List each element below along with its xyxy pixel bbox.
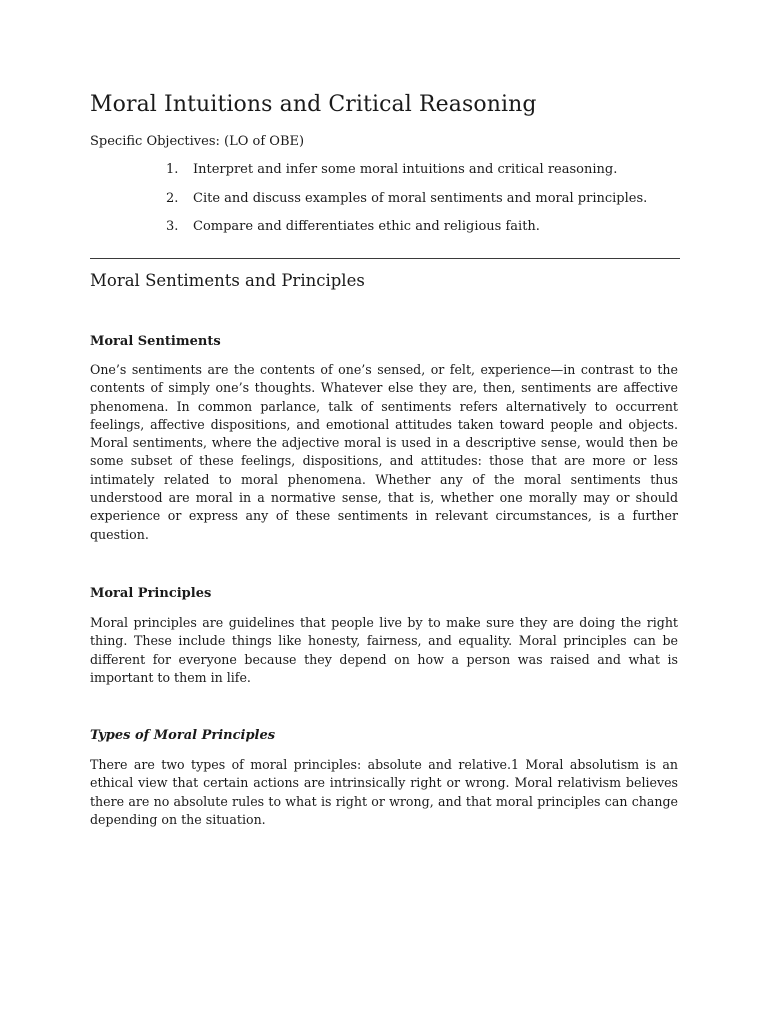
types-of-moral-principles-paragraph: There are two types of moral principles: absolute and relative.1 Moral absolutism is an ethical view that certain actions are intrinsically right or wrong. Moral relativism believes there are no absolute rules to what is right or wrong, and that moral principles can change depending on the situation. bbox=[90, 757, 678, 827]
objective-number: 3. bbox=[166, 219, 179, 234]
moral-principles-paragraph: Moral principles are guidelines that people live by to make sure they are doing the right thing. These include things like honesty, fairness, and equality. Moral principles can be different for everyone because they depend on how a person was raised and what is important to them in life. bbox=[90, 615, 678, 685]
objective-text: Interpret and infer some moral intuitions and critical reasoning. bbox=[193, 162, 618, 177]
objective-text: Cite and discuss examples of moral sentiments and moral principles. bbox=[193, 190, 648, 206]
objective-number: 2. bbox=[166, 190, 179, 206]
objectives-label: Specific Objectives: (LO of OBE) bbox=[90, 134, 305, 149]
moral-sentiments-heading: Moral Sentiments bbox=[90, 334, 221, 349]
objectives-list bbox=[90, 162, 680, 248]
document-title: Moral Intuitions and Critical Reasoning bbox=[90, 92, 537, 117]
objective-item bbox=[90, 191, 680, 220]
section-divider bbox=[90, 258, 680, 259]
section-title: Moral Sentiments and Principles bbox=[90, 271, 365, 290]
moral-sentiments-paragraph: One’s sentiments are the contents of one’s sensed, or felt, experience—in contrast to the contents of simply one’s thoughts. Whatever else they are, then, sentiments are affective phenomena. In common parlance, talk of sentiments refers alternatively to occurrent feelings, affective dispositions, and emotional attitudes taken toward people and objects. Moral sentiments, where the adjective moral is used in a descriptive sense, would then be some subset of these feelings, dispositions, and attitudes: those that are more or less intimately related to moral phenomena. Whether any of the moral sentiments thus understood are moral in a normative sense, that is, whether one morally may or should experience or express any of these sentiments in relevant circumstances, is a further question. bbox=[90, 362, 678, 542]
objective-number: 1. bbox=[166, 162, 179, 177]
objective-text: Compare and differentiates ethic and religious faith. bbox=[193, 219, 540, 234]
objective-item bbox=[90, 162, 680, 191]
moral-principles-heading: Moral Principles bbox=[90, 586, 212, 601]
types-of-moral-principles-heading: Types of Moral Principles bbox=[90, 728, 276, 743]
objective-item bbox=[90, 219, 680, 248]
